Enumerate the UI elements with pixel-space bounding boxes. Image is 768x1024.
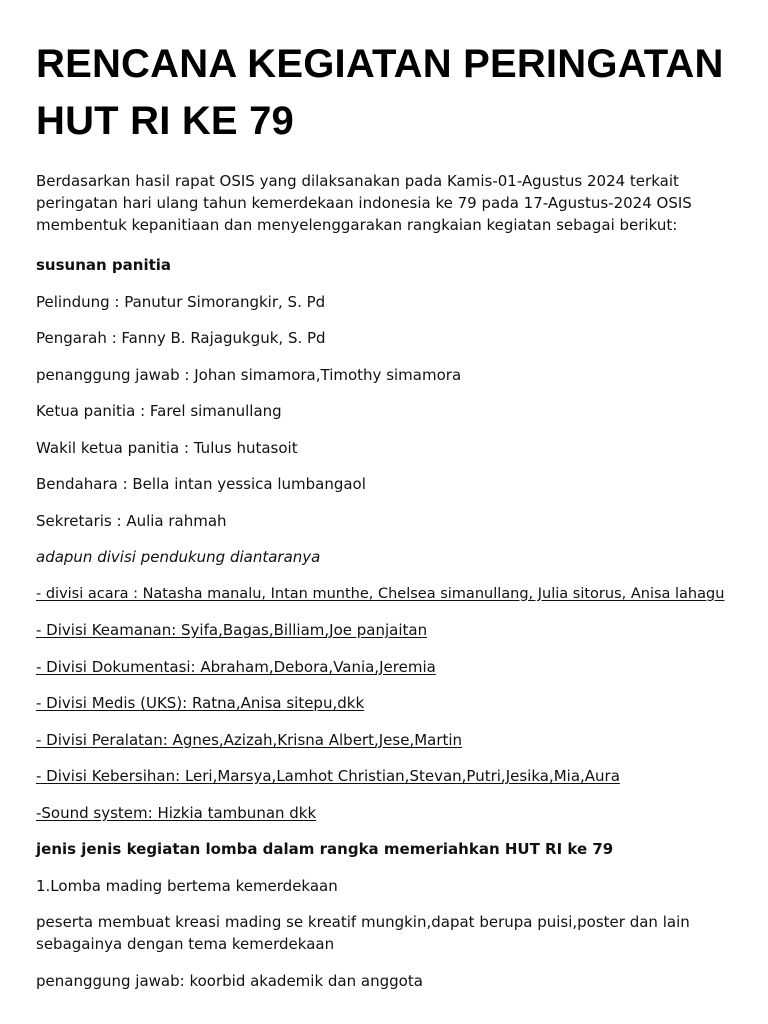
- committee-secretary: Sekretaris : Aulia rahmah: [36, 511, 227, 530]
- division-medical: - Divisi Medis (UKS): Ratna,Anisa sitepu,dkk: [36, 694, 365, 712]
- division-event: - divisi acara : Natasha manalu, Intan munthe, Chelsea simanullang, Julia sitorus, Anisa lahagu: [36, 585, 725, 602]
- activity-1-description: peserta membuat kreasi mading se kreatif mungkin,dapat berupa puisi,poster dan lain sebagainya dengan tema kemerdekaan: [36, 913, 690, 953]
- document-title: RENCANA KEGIATAN PERINGATAN HUT RI KE 79: [36, 42, 724, 143]
- committee-treasurer: Bendahara : Bella intan yessica lumbangaol: [36, 475, 366, 493]
- committee-protector: Pelindung : Panutur Simorangkir, S. Pd: [36, 292, 326, 311]
- activities-heading: jenis jenis kegiatan lomba dalam rangka memeriahkan HUT RI ke 79: [36, 840, 614, 858]
- division-sound-system: -Sound system: Hizkia tambunan dkk: [36, 803, 317, 822]
- intro-paragraph: Berdasarkan hasil rapat OSIS yang dilaksanakan pada Kamis-01-Agustus 2024 terkait peringatan hari ulang tahun kemerdekaan indonesia ke 79 pada 17-Agustus-2024 OSIS membentuk kepanitiaan dan menyelenggarakan rangkaian kegiatan sebagai berikut:: [36, 172, 692, 234]
- committee-heading: susunan panitia: [36, 256, 172, 274]
- divisions-intro: adapun divisi pendukung diantaranya: [36, 548, 321, 566]
- committee-responsible: penanggung jawab : Johan simamora,Timothy simamora: [36, 365, 462, 384]
- committee-vice-chair: Wakil ketua panitia : Tulus hutasoit: [36, 438, 298, 457]
- activity-1-responsible: penanggung jawab: koorbid akademik dan anggota: [36, 971, 423, 990]
- division-documentation: - Divisi Dokumentasi: Abraham,Debora,Vania,Jeremia: [36, 657, 436, 676]
- division-equipment: - Divisi Peralatan: Agnes,Azizah,Krisna Albert,Jese,Martin: [36, 730, 463, 749]
- division-security: - Divisi Keamanan: Syifa,Bagas,Billiam,Joe panjaitan: [36, 621, 428, 639]
- activity-1-title: 1.Lomba mading bertema kemerdekaan: [36, 876, 338, 895]
- division-cleaning: - Divisi Kebersihan: Leri,Marsya,Lamhot Christian,Stevan,Putri,Jesika,Mia,Aura: [36, 767, 620, 785]
- committee-director: Pengarah : Fanny B. Rajagukguk, S. Pd: [36, 329, 326, 347]
- committee-chair: Ketua panitia : Farel simanullang: [36, 402, 282, 420]
